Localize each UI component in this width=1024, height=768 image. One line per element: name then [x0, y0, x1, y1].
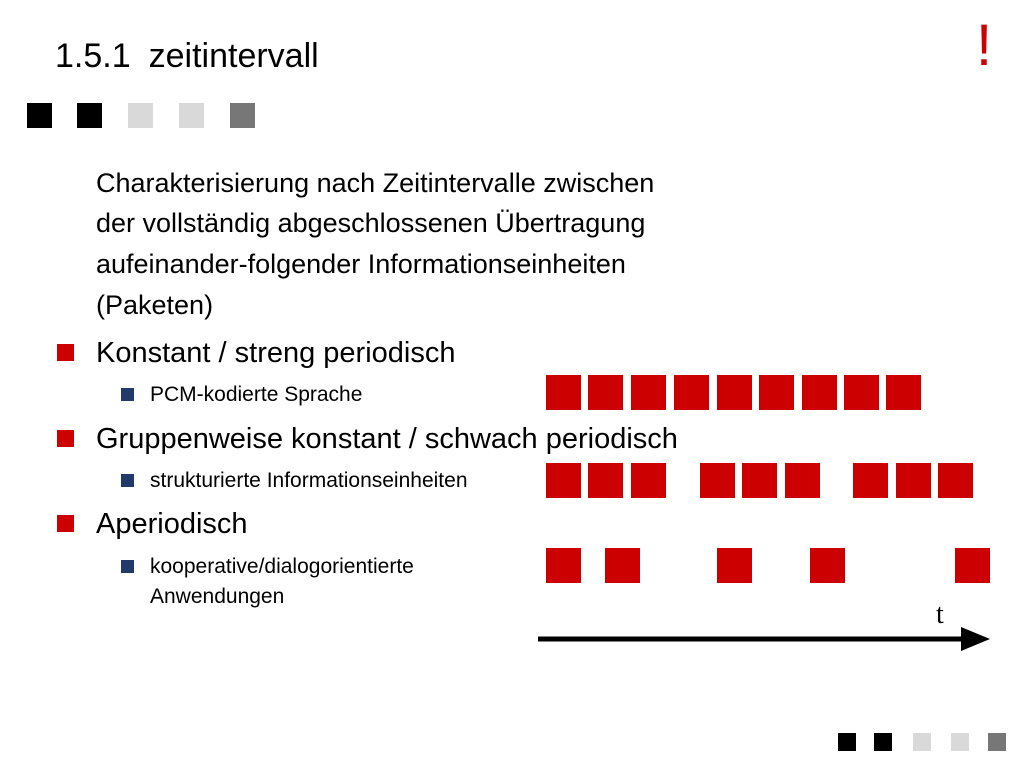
packet-square-icon: [853, 463, 888, 498]
intro-paragraph: [96, 163, 816, 326]
packet-square-icon: [631, 375, 666, 410]
exclamation-mark: !: [976, 13, 993, 78]
intro-line: (Paketen): [96, 290, 214, 320]
deco-square-icon: [988, 733, 1006, 751]
deco-square-icon: [128, 103, 153, 128]
intro-line: aufeinander-folgender Informationseinheiten: [96, 249, 626, 279]
packet-square-icon: [844, 375, 879, 410]
deco-square-icon: [913, 733, 931, 751]
packet-square-icon: [588, 463, 623, 498]
packet-square-icon: [896, 463, 931, 498]
bullet-konstant: Konstant / streng periodisch: [96, 337, 456, 369]
time-axis-label: t: [936, 599, 944, 630]
packet-square-icon: [955, 548, 990, 583]
title-text: zeitintervall: [148, 37, 319, 75]
intro-line: der vollständig abgeschlossenen Übertragung: [96, 208, 646, 238]
deco-square-icon: [951, 733, 969, 751]
title-number: 1.5.1: [55, 37, 131, 75]
packet-square-icon: [802, 375, 837, 410]
sub-bullet-pcm: PCM-kodierte Sprache: [150, 383, 363, 406]
deco-square-icon: [179, 103, 204, 128]
packet-square-icon: [810, 548, 845, 583]
packet-square-icon: [700, 463, 735, 498]
red-bullet-icon: [57, 430, 74, 447]
packet-square-icon: [717, 375, 752, 410]
deco-square-icon: [838, 733, 856, 751]
sub-bullet-strukturiert: strukturierte Informationseinheiten: [150, 469, 468, 492]
packet-square-icon: [631, 463, 666, 498]
packet-square-icon: [546, 548, 581, 583]
slide-title: [55, 36, 319, 76]
packet-square-icon: [742, 463, 777, 498]
sub-bullet-kooperativ: kooperative/dialogorientierte Anwendungen: [150, 555, 414, 608]
deco-square-icon: [230, 103, 255, 128]
blue-bullet-icon: [121, 474, 134, 487]
blue-bullet-icon: [121, 388, 134, 401]
packet-square-icon: [886, 375, 921, 410]
packet-square-icon: [674, 375, 709, 410]
bullet-gruppenweise: Gruppenweise konstant / schwach periodisch: [96, 423, 678, 455]
deco-square-icon: [77, 103, 102, 128]
red-bullet-icon: [57, 344, 74, 361]
time-axis-arrow-icon: [536, 624, 994, 654]
packet-square-icon: [759, 375, 794, 410]
packet-square-icon: [546, 375, 581, 410]
intro-line: Charakterisierung nach Zeitintervalle zwischen: [96, 168, 655, 198]
red-bullet-icon: [57, 515, 74, 532]
packet-square-icon: [588, 375, 623, 410]
deco-square-icon: [874, 733, 892, 751]
packet-square-icon: [938, 463, 973, 498]
blue-bullet-icon: [121, 560, 134, 573]
packet-square-icon: [546, 463, 581, 498]
packet-square-icon: [785, 463, 820, 498]
packet-square-icon: [717, 548, 752, 583]
bullet-aperiodisch: Aperiodisch: [96, 508, 248, 540]
packet-square-icon: [605, 548, 640, 583]
deco-square-icon: [27, 103, 52, 128]
